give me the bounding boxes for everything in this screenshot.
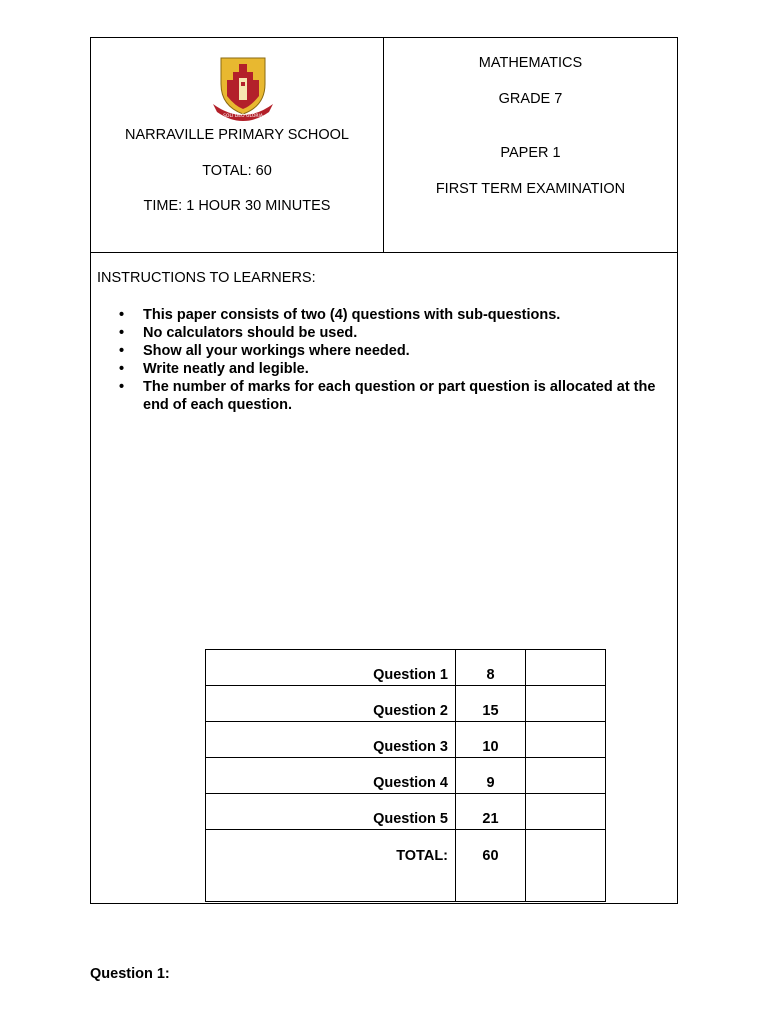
grade-label: GRADE 7 (498, 91, 563, 107)
question-marks: 21 (456, 794, 526, 830)
school-crest-icon (211, 54, 275, 122)
score-cell (526, 758, 606, 794)
total-score-cell (526, 830, 606, 902)
table-row (206, 686, 606, 722)
exam-info-cell (384, 38, 677, 253)
svg-text:SOLI DEO GLORIA: SOLI DEO GLORIA (223, 114, 263, 119)
paper-label: PAPER 1 (500, 145, 561, 161)
total-marks-label: TOTAL: 60 (202, 163, 272, 179)
bullet-icon: • (119, 307, 125, 323)
header-row (91, 38, 677, 253)
question-marks: 8 (456, 650, 526, 686)
question-label: Question 4 (206, 758, 456, 794)
question-marks: 15 (456, 686, 526, 722)
score-cell (526, 650, 606, 686)
exam-label: FIRST TERM EXAMINATION (435, 181, 626, 197)
table-row (206, 758, 606, 794)
instruction-item: • Write neatly and legible. (119, 361, 309, 377)
question-label: Question 2 (206, 686, 456, 722)
score-cell (526, 722, 606, 758)
school-info-cell (91, 38, 384, 253)
instructions-list (113, 306, 673, 414)
table-row (206, 722, 606, 758)
question-label: Question 3 (206, 722, 456, 758)
score-cell (526, 686, 606, 722)
instruction-item: • This paper consists of two (4) questions with sub-questions. (119, 307, 561, 323)
question-label: Question 5 (206, 794, 456, 830)
bullet-icon: • (119, 343, 125, 359)
bullet-icon: • (119, 361, 125, 377)
question-1-heading: Question 1: (90, 966, 170, 982)
table-row (206, 650, 606, 686)
bullet-icon: • (119, 379, 125, 395)
marks-table (205, 649, 606, 902)
instruction-item: • Show all your workings where needed. (119, 343, 410, 359)
time-label: TIME: 1 HOUR 30 MINUTES (143, 198, 331, 214)
question-marks: 10 (456, 722, 526, 758)
total-marks: 60 (456, 830, 526, 902)
instructions-title: INSTRUCTIONS TO LEARNERS: (97, 270, 316, 286)
school-name: NARRAVILLE PRIMARY SCHOOL (124, 127, 349, 143)
subject-label: MATHEMATICS (478, 55, 583, 71)
total-label: TOTAL: (206, 830, 456, 902)
question-marks: 9 (456, 758, 526, 794)
total-row (206, 830, 606, 902)
bullet-icon: • (119, 325, 125, 341)
question-label: Question 1 (206, 650, 456, 686)
instruction-item: • The number of marks for each question or part question is allocated at the end of each question. (119, 379, 656, 413)
table-row (206, 794, 606, 830)
instruction-item: • No calculators should be used. (119, 325, 358, 341)
score-cell (526, 794, 606, 830)
exam-cover-frame (90, 37, 678, 904)
